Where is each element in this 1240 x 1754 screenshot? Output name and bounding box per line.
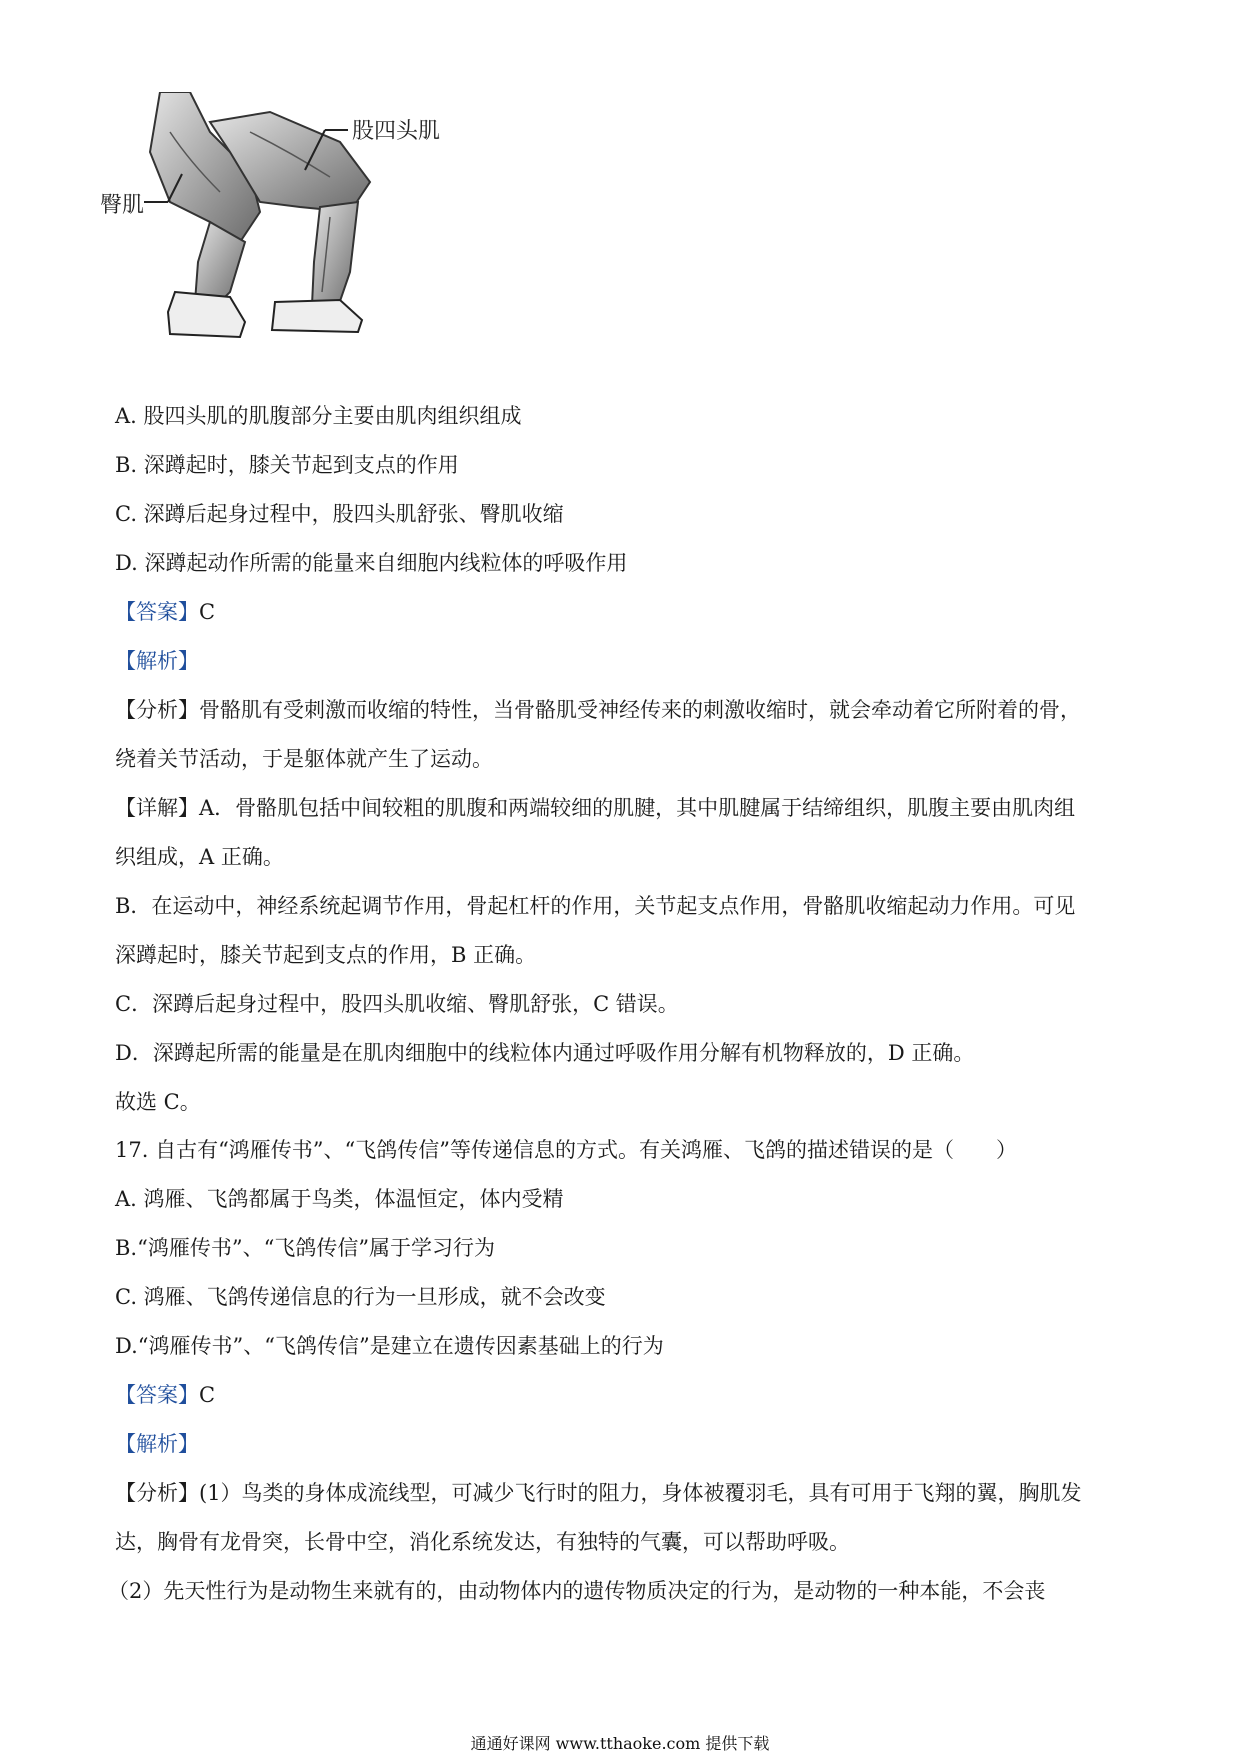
q16-detail-line1 <box>115 794 1075 822</box>
q16-conclusion: 故选 C。 <box>115 1090 201 1114</box>
q16-fenxi-line1 <box>115 696 1081 724</box>
answer-tag: 【答案】 <box>115 600 199 624</box>
squat-illustration <box>100 92 520 382</box>
q17-answer <box>115 1381 215 1409</box>
q17-option-b: B.“鸿雁传书”、“飞鸽传信”属于学习行为 <box>115 1236 496 1260</box>
answer-value: C <box>199 600 216 624</box>
q16-detail-b1: B．在运动中，神经系统起调节作用，骨起杠杆的作用，关节起支点作用，骨骼肌收缩起动力作用。可见 <box>115 894 1076 918</box>
label-quadriceps: 股四头肌 <box>352 119 441 144</box>
q16-option-b: B. 深蹲起时，膝关节起到支点的作用 <box>115 453 459 477</box>
q16-detail-d: D．深蹲起所需的能量是在肌肉细胞中的线粒体内通过呼吸作用分解有机物释放的，D 正确。 <box>115 1041 975 1065</box>
squat-muscle-figure <box>100 92 520 382</box>
q17-analysis-tag: 【解析】 <box>115 1432 199 1456</box>
q17-option-d: D.“鸿雁传书”、“飞鸽传信”是建立在遗传因素基础上的行为 <box>115 1334 664 1358</box>
q16-option-c: C. 深蹲后起身过程中，股四头肌舒张、臀肌收缩 <box>115 502 564 526</box>
q16-detail-c: C．深蹲后起身过程中，股四头肌收缩、臀肌舒张，C 错误。 <box>115 992 679 1016</box>
fenxi-tag: 【分析】 <box>115 1481 199 1505</box>
q16-detail-line2: 织组成，A 正确。 <box>115 845 284 869</box>
page-footer: 通通好课网 www.tthaoke.com 提供下载 <box>470 1734 770 1753</box>
q17-option-c: C. 鸿雁、飞鸽传递信息的行为一旦形成，就不会改变 <box>115 1285 606 1309</box>
fenxi-tag: 【分析】 <box>115 698 199 722</box>
q17-fenxi-line1 <box>115 1479 1082 1507</box>
q17-fenxi-line3: （2）先天性行为是动物生来就有的，由动物体内的遗传物质决定的行为，是动物的一种本能，不会丧 <box>108 1579 1046 1603</box>
answer-value: C <box>199 1383 216 1407</box>
fenxi-text: 骨骼肌有受刺激而收缩的特性，当骨骼肌受神经传来的刺激收缩时，就会牵动着它所附着的骨， <box>199 698 1081 722</box>
answer-tag: 【答案】 <box>115 1383 199 1407</box>
q16-answer <box>115 598 215 626</box>
q16-option-a: A. 股四头肌的肌腹部分主要由肌肉组织组成 <box>115 404 522 428</box>
q16-fenxi-line2: 绕着关节活动，于是躯体就产生了运动。 <box>115 747 493 771</box>
detail-text: A．骨骼肌包括中间较粗的肌腹和两端较细的肌腱，其中肌腱属于结缔组织，肌腹主要由肌肉组 <box>199 796 1076 820</box>
q17-fenxi-line2: 达，胸骨有龙骨突，长骨中空，消化系统发达，有独特的气囊，可以帮助呼吸。 <box>115 1530 850 1554</box>
q16-detail-b2: 深蹲起时，膝关节起到支点的作用，B 正确。 <box>115 943 537 967</box>
q17-stem: 17. 自古有“鸿雁传书”、“飞鸽传信”等传递信息的方式。有关鸿雁、飞鸽的描述错误的是（ ） <box>115 1138 1018 1162</box>
detail-tag: 【详解】 <box>115 796 199 820</box>
q16-analysis-tag: 【解析】 <box>115 649 199 673</box>
label-gluteus: 臀肌 <box>100 193 145 218</box>
fenxi-text: (1）鸟类的身体成流线型，可减少飞行时的阻力，身体被覆羽毛，具有可用于飞翔的翼，胸肌发 <box>199 1481 1082 1505</box>
q16-option-d: D. 深蹲起动作所需的能量来自细胞内线粒体的呼吸作用 <box>115 551 628 575</box>
q17-option-a: A. 鸿雁、飞鸽都属于鸟类，体温恒定，体内受精 <box>115 1187 564 1211</box>
